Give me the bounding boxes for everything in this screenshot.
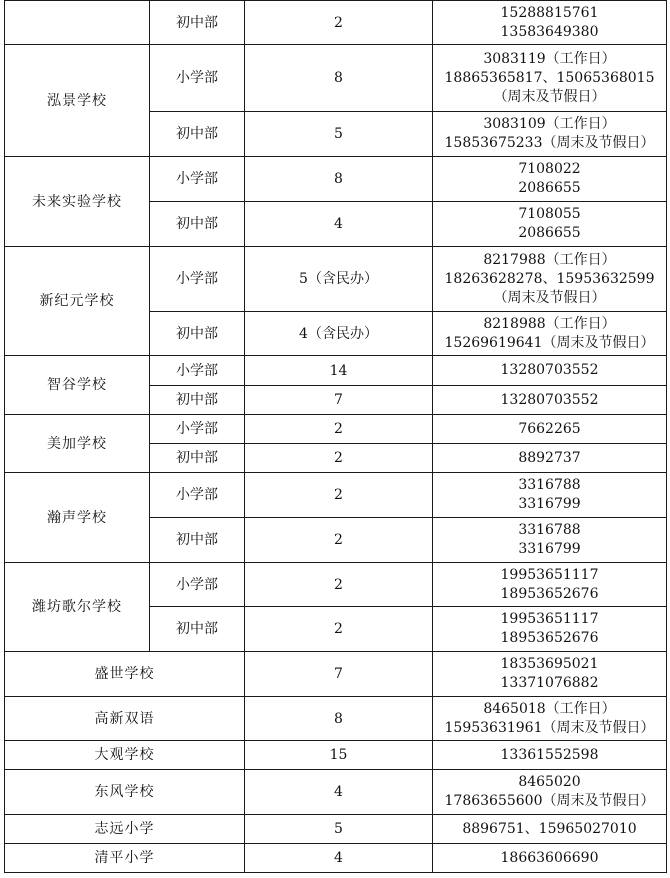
school-name-cell: 大观学校 [5,741,245,770]
table-row [5,415,667,444]
contact-cell [433,312,667,356]
teacher-count-cell: 4（含民办） [245,312,433,356]
contact-cell [433,844,667,873]
department-cell: 初中部 [150,444,245,473]
teacher-count-cell: 2 [245,415,433,444]
contact-cell [433,607,667,652]
teacher-count-cell: 14 [245,356,433,386]
table-row [5,247,667,312]
contact-cell [433,415,667,444]
contact-line: 19953651117 [500,611,599,627]
contact-cell [433,770,667,815]
department-cell: 小学部 [150,473,245,518]
teacher-count-cell: 2 [245,518,433,563]
department-cell: 初中部 [150,607,245,652]
department-cell: 初中部 [150,312,245,356]
table-row [5,45,667,112]
contact-line: 18953652676 [500,630,599,646]
contact-cell [433,473,667,518]
table-row [5,1,667,45]
contact-line: 15853675233（周末及节假日） [444,135,655,151]
contact-line: 13361552598 [500,746,599,763]
contact-cell [433,356,667,386]
teacher-count-cell: 8 [245,157,433,202]
contact-line: 18865365817、15065368015 [444,69,655,86]
contact-line: 15269619641（周末及节假日） [444,334,655,351]
teacher-count-cell: 8 [245,697,433,741]
table-row [5,844,667,873]
contact-line: 18663606690 [500,849,599,866]
department-cell: 小学部 [150,563,245,607]
department-cell: 初中部 [150,202,245,247]
contact-cell [433,1,667,45]
contact-line: 8217988（工作日） [483,251,616,268]
teacher-count-cell: 2 [245,607,433,652]
teacher-count-cell: 15 [245,741,433,770]
table-row [5,770,667,815]
teacher-count-cell: 2 [245,444,433,473]
table-row [5,356,667,386]
contact-line: 3083119（工作日） [483,50,616,67]
table-row [5,473,667,518]
contact-cell [433,386,667,415]
contact-line: 3316788 [518,477,581,493]
contact-line: （周末及节假日） [493,289,606,306]
teacher-count-cell: 4 [245,770,433,815]
table-row [5,741,667,770]
school-name-cell: 新纪元学校 [5,247,150,356]
contact-cell [433,697,667,741]
teacher-count-cell: 5 [245,815,433,844]
contact-cell [433,518,667,563]
contact-line: 13280703552 [500,391,599,408]
school-name-cell: 智谷学校 [5,356,150,415]
contact-line: 2086655 [518,180,581,196]
department-cell: 初中部 [150,518,245,563]
teacher-count-cell: 7 [245,652,433,697]
department-cell: 小学部 [150,356,245,386]
department-cell: 小学部 [150,247,245,312]
contact-line: 7108022 [518,161,581,177]
table-row [5,157,667,202]
contact-line: 13583649380 [500,23,599,40]
contact-line: 8218988（工作日） [483,315,616,332]
school-contact-table [4,0,667,873]
table-row [5,697,667,741]
teacher-count-cell: 7 [245,386,433,415]
teacher-count-cell: 2 [245,473,433,518]
contact-cell [433,652,667,697]
contact-line: 18263628278、15953632599 [444,270,655,287]
contact-cell [433,247,667,312]
contact-line: 3316799 [518,496,581,512]
contact-line: 8892737 [518,449,581,466]
contact-line: 8896751、15965027010 [462,820,637,837]
contact-line: 15953631961（周末及节假日） [444,719,655,736]
teacher-count-cell: 4 [245,844,433,873]
teacher-count-cell: 8 [245,45,433,112]
table-row [5,815,667,844]
teacher-count-cell: 5 [245,112,433,157]
school-name-cell: 志远小学 [5,815,245,844]
teacher-count-cell: 4 [245,202,433,247]
school-name-cell: 瀚声学校 [5,473,150,563]
contact-cell [433,815,667,844]
contact-line: 8465020 [518,774,581,790]
contact-line: （周末及节假日） [493,88,606,105]
contact-line: 3316799 [518,541,581,557]
contact-cell [433,202,667,247]
teacher-count-cell: 2 [245,1,433,45]
contact-line: 18353695021 [500,656,599,672]
contact-line: 3083109（工作日） [483,116,616,132]
department-cell: 小学部 [150,45,245,112]
school-name-cell: 美加学校 [5,415,150,473]
department-cell: 小学部 [150,415,245,444]
school-cell-continued [5,1,150,45]
contact-cell [433,563,667,607]
department-cell: 初中部 [150,386,245,415]
contact-cell [433,112,667,157]
contact-cell [433,741,667,770]
school-name-cell: 清平小学 [5,844,245,873]
table-body [5,1,667,873]
contact-line: 3316788 [518,522,581,538]
school-name-cell: 盛世学校 [5,652,245,697]
school-name-cell: 未来实验学校 [5,157,150,247]
contact-line: 7108055 [518,206,581,222]
contact-cell [433,444,667,473]
school-name-cell: 潍坊歌尔学校 [5,563,150,652]
contact-cell [433,157,667,202]
department-cell: 初中部 [150,112,245,157]
contact-line: 15288815761 [500,4,599,21]
contact-line: 13371076882 [500,675,599,691]
school-name-cell: 东风学校 [5,770,245,815]
table-row [5,652,667,697]
contact-line: 17863655600（周末及节假日） [444,793,655,809]
school-name-cell: 泓景学校 [5,45,150,157]
department-cell: 初中部 [150,1,245,45]
teacher-count-cell: 2 [245,563,433,607]
teacher-count-cell: 5（含民办） [245,247,433,312]
department-cell: 小学部 [150,157,245,202]
table-row [5,563,667,607]
contact-cell [433,45,667,112]
contact-line: 7662265 [518,420,581,437]
school-name-cell: 高新双语 [5,697,245,741]
contact-line: 2086655 [518,225,581,241]
contact-line: 19953651117 [500,566,599,583]
contact-line: 13280703552 [500,362,599,378]
contact-line: 18953652676 [500,585,599,602]
contact-line: 8465018（工作日） [483,700,616,717]
